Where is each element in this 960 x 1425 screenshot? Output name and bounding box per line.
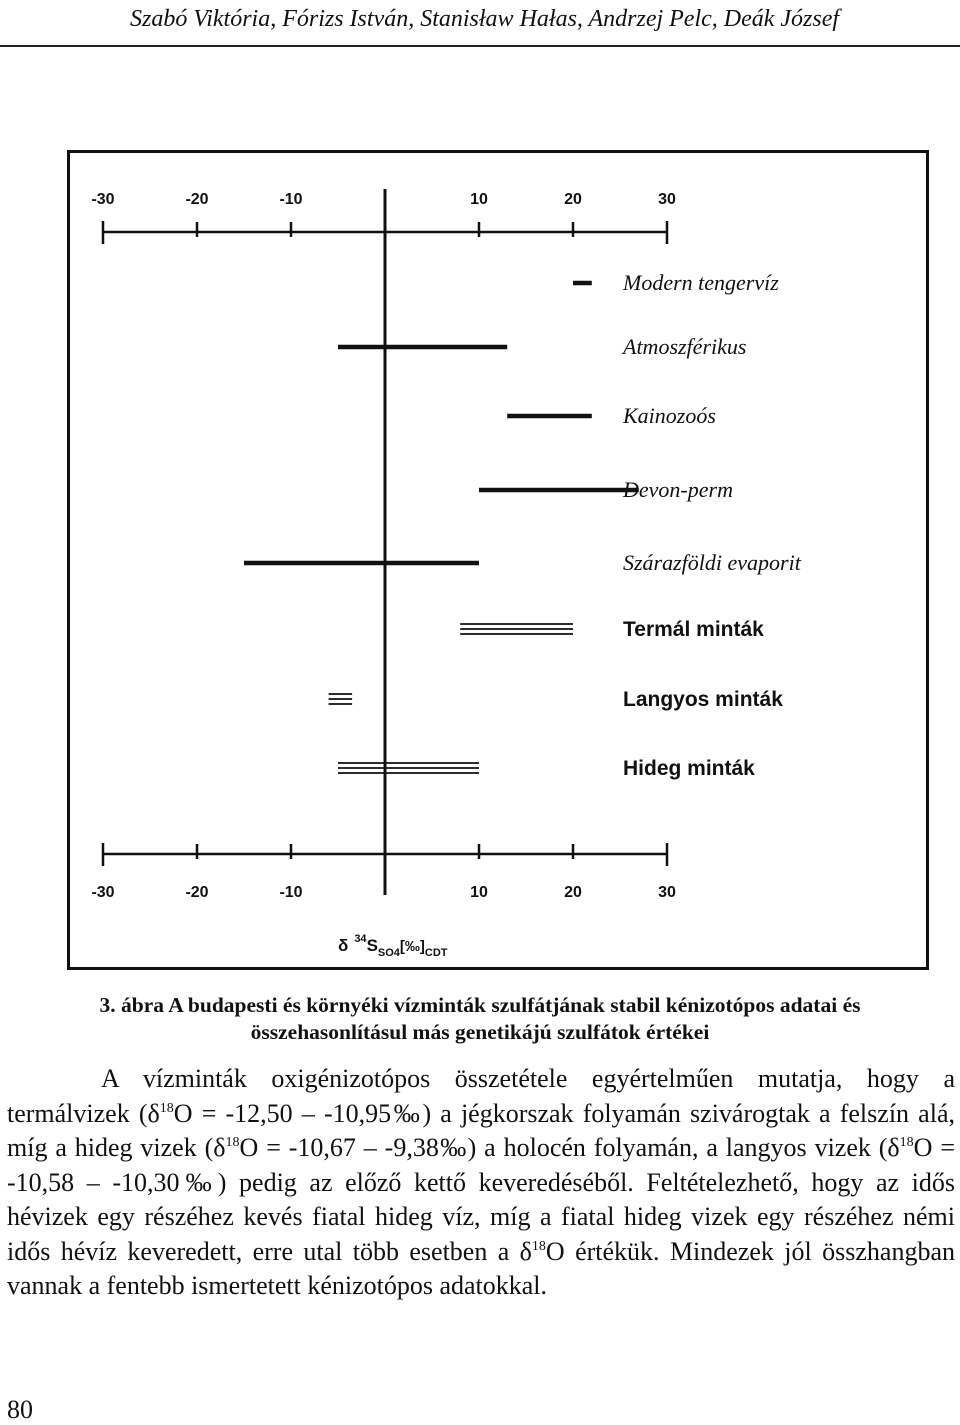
- superscript: 18: [159, 1100, 174, 1116]
- x-tick-label: 20: [564, 191, 582, 208]
- x-tick-label: 30: [658, 191, 676, 208]
- series-label: Szárazföldi evaporit: [623, 550, 801, 575]
- header-rule: [0, 45, 960, 47]
- superscript: 18: [225, 1135, 240, 1150]
- x-axis-delta: δ: [338, 936, 349, 955]
- page-number: 80: [7, 1395, 33, 1424]
- x-tick-label: -30: [91, 884, 115, 901]
- series-label: Termál minták: [623, 618, 764, 641]
- x-axis-title: [338, 933, 448, 959]
- body-paragraph: [7, 1062, 955, 1304]
- x-axis-ref: CDT: [424, 947, 448, 959]
- series-label: Hideg minták: [623, 757, 755, 780]
- superscript: 18: [899, 1135, 914, 1150]
- text-run: O = -10,58 – -10,30‰) pedig az előző kettő keveredéséből. Feltételezhető, hogy az idős hévizek egy részéhez kevés fiatal hideg víz, míg a fiatal hideg vizek egy részéhez némi idős hévíz keveredett, erre utal több esetben a δ: [7, 1133, 956, 1266]
- text-run: O = -10,67 – -9,38‰) a holocén folyamán, a langyos vizek (δ: [239, 1133, 900, 1162]
- x-tick-label: -20: [185, 191, 209, 208]
- isotope-range-chart: [70, 153, 926, 967]
- x-tick-label: 10: [470, 191, 488, 208]
- series-label: Kainozoós: [623, 403, 716, 428]
- x-tick-label: 10: [470, 884, 488, 901]
- series-label: Langyos minták: [623, 688, 783, 711]
- paragraph: [7, 1062, 955, 1304]
- series-label: Atmoszférikus: [623, 334, 747, 359]
- x-tick-label: -20: [185, 884, 209, 901]
- x-axis-sub: SO4: [377, 947, 400, 959]
- x-tick-label: -10: [279, 884, 303, 901]
- x-tick-label: 20: [564, 884, 582, 901]
- figure-frame: [67, 150, 929, 970]
- x-tick-label: 30: [658, 884, 676, 901]
- text-run: O = -12,50 – -10,95‰) a jégkorszak folyamán szivárogtak a felszín alá, míg a hideg vizek (δ: [7, 1098, 955, 1162]
- x-axis-main: S: [366, 936, 378, 955]
- x-tick-label: -30: [91, 191, 115, 208]
- series-label: Devon-perm: [623, 477, 733, 502]
- figure-caption: 3. ábra A budapesti és környéki vízminták szulfátjának stabil kénizotópos adatai és összehasonlításul más genetikájú szulfátok értékei: [99, 993, 861, 1044]
- x-axis-sup: 34: [354, 933, 367, 945]
- text-run: A vízminták oxigénizotópos összetétele egyértelműen mutatja, hogy a termálvizek (δ: [7, 1064, 955, 1128]
- series-label: Modern tengervíz: [623, 270, 779, 295]
- x-axis-unit: [‰]: [399, 938, 425, 955]
- text-run: O értékük. Mindezek jól összhangban vannak a fentebb ismertetett kénizotópos adatokkal.: [7, 1236, 955, 1300]
- running-header: Szabó Viktória, Fórizs István, Stanisław Hałas, Andrzej Pelc, Deák József: [130, 6, 840, 32]
- superscript: 18: [531, 1238, 546, 1254]
- x-tick-label: -10: [279, 191, 303, 208]
